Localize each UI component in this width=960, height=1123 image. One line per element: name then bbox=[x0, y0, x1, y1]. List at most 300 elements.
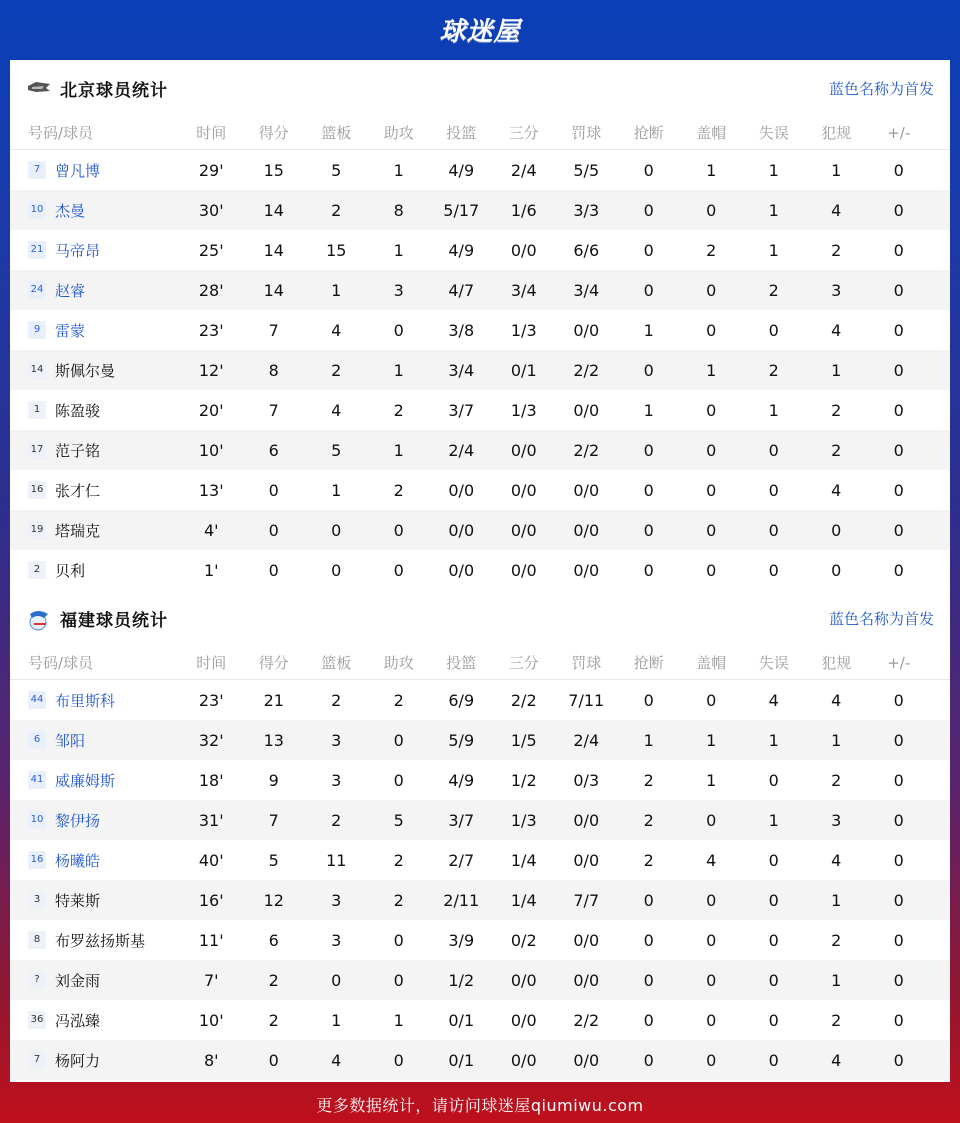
stat-cell: 1 bbox=[831, 890, 842, 910]
stat-cell: 0 bbox=[643, 930, 654, 950]
stat-cell: 0/0 bbox=[510, 240, 537, 260]
stat-cell: 4 bbox=[831, 850, 842, 870]
column-header: 投篮 bbox=[446, 124, 477, 142]
column-header-row bbox=[10, 116, 950, 150]
team-stats-title: 北京球员统计 bbox=[60, 80, 168, 101]
stat-cell: 0 bbox=[331, 970, 342, 990]
column-header: 三分 bbox=[508, 124, 539, 142]
stat-cell: 2 bbox=[643, 770, 654, 790]
player-row[interactable] bbox=[10, 310, 950, 350]
player-row[interactable] bbox=[10, 760, 950, 800]
stat-cell: 8' bbox=[203, 1050, 219, 1070]
stat-cell: 1 bbox=[706, 770, 717, 790]
player-name-link[interactable]: 陈盈骏 bbox=[55, 401, 101, 420]
player-name-link[interactable]: 黎伊扬 bbox=[55, 811, 101, 830]
stat-cell: 5 bbox=[331, 440, 342, 460]
stat-cell: 4 bbox=[831, 1050, 842, 1070]
stat-cell: 0 bbox=[393, 520, 404, 540]
stat-cell: 0/0 bbox=[448, 560, 475, 580]
jersey-number-badge: 6 bbox=[28, 731, 46, 749]
stat-cell: 4 bbox=[831, 690, 842, 710]
player-row[interactable] bbox=[10, 920, 950, 960]
column-header: 抢断 bbox=[633, 654, 664, 672]
stat-cell: 0 bbox=[831, 520, 842, 540]
player-cell bbox=[10, 850, 180, 871]
stat-cell: 4 bbox=[831, 200, 842, 220]
jersey-number-badge: 8 bbox=[28, 931, 46, 949]
column-header: 号码/球员 bbox=[28, 124, 94, 142]
stat-cell: 0 bbox=[893, 930, 904, 950]
column-header: 号码/球员 bbox=[28, 654, 94, 672]
stat-cell: 31' bbox=[198, 810, 224, 830]
stat-cell: 0/0 bbox=[448, 520, 475, 540]
stat-cell: 14 bbox=[263, 200, 284, 220]
player-name-link[interactable]: 马帝昂 bbox=[55, 241, 101, 260]
stat-cell: 6/6 bbox=[573, 240, 600, 260]
jersey-number-badge: 16 bbox=[28, 481, 46, 499]
starter-legend: 蓝色名称为首发 bbox=[828, 79, 934, 98]
stat-cell: 0 bbox=[893, 810, 904, 830]
stat-cell: 4' bbox=[203, 520, 219, 540]
footer-link[interactable]: 更多数据统计，请访问球迷屋qiumiwu.com bbox=[316, 1096, 644, 1115]
stat-cell: 2 bbox=[831, 240, 842, 260]
stat-cell: 0/0 bbox=[510, 1050, 537, 1070]
player-row[interactable] bbox=[10, 1000, 950, 1040]
player-cell bbox=[10, 200, 180, 221]
stat-cell: 1/3 bbox=[510, 320, 537, 340]
stat-cell: 0 bbox=[706, 890, 717, 910]
stat-cell: 1 bbox=[831, 160, 842, 180]
stat-cell: 18' bbox=[198, 770, 224, 790]
player-name-link[interactable]: 斯佩尔曼 bbox=[55, 361, 116, 380]
stat-cell: 0 bbox=[768, 1050, 779, 1070]
stat-cell: 0/1 bbox=[448, 1050, 475, 1070]
column-header: 失误 bbox=[758, 654, 789, 672]
team-title bbox=[26, 76, 168, 101]
player-row[interactable] bbox=[10, 800, 950, 840]
player-row[interactable] bbox=[10, 840, 950, 880]
stat-cell: 0 bbox=[643, 1050, 654, 1070]
jersey-number-badge: 21 bbox=[28, 241, 46, 259]
player-name-link[interactable]: 布罗兹扬斯基 bbox=[55, 931, 146, 950]
stat-cell: 0/0 bbox=[573, 320, 600, 340]
stat-cell: 0 bbox=[643, 200, 654, 220]
stat-cell: 2 bbox=[831, 930, 842, 950]
stat-cell: 0 bbox=[706, 280, 717, 300]
stat-cell: 3 bbox=[331, 930, 342, 950]
player-name-link[interactable]: 刘金雨 bbox=[55, 971, 101, 990]
stat-cell: 12' bbox=[198, 360, 224, 380]
stat-cell: 0 bbox=[393, 1050, 404, 1070]
stat-cell: 2 bbox=[831, 440, 842, 460]
player-row[interactable] bbox=[10, 390, 950, 430]
stat-cell: 23' bbox=[198, 320, 224, 340]
player-row[interactable] bbox=[10, 270, 950, 310]
column-header: 助攻 bbox=[383, 654, 414, 672]
stat-cell: 1/4 bbox=[510, 850, 537, 870]
stat-cell: 2 bbox=[393, 850, 404, 870]
stat-cell: 0 bbox=[893, 280, 904, 300]
top-bar bbox=[0, 0, 960, 58]
stat-cell: 1/2 bbox=[510, 770, 537, 790]
stat-cell: 16' bbox=[198, 890, 224, 910]
jersey-number-badge: 3 bbox=[28, 891, 46, 909]
stat-cell: 0 bbox=[268, 480, 279, 500]
player-row[interactable] bbox=[10, 880, 950, 920]
player-cell bbox=[10, 480, 180, 501]
player-row[interactable] bbox=[10, 510, 950, 550]
stat-cell: 4 bbox=[831, 320, 842, 340]
player-cell bbox=[10, 520, 180, 541]
team-stats-title: 福建球员统计 bbox=[60, 610, 168, 631]
column-header: 得分 bbox=[258, 124, 289, 142]
stat-cell: 0 bbox=[706, 560, 717, 580]
stat-cell: 1' bbox=[203, 560, 219, 580]
stat-cell: 20' bbox=[198, 400, 224, 420]
player-name-link[interactable]: 范子铭 bbox=[55, 441, 101, 460]
jersey-number-badge: 17 bbox=[28, 441, 46, 459]
stat-cell: 11' bbox=[198, 930, 224, 950]
stat-cell: 2 bbox=[268, 1010, 279, 1030]
stat-cell: 21 bbox=[263, 690, 284, 710]
stat-cell: 1 bbox=[393, 440, 404, 460]
stat-cell: 1/5 bbox=[510, 730, 537, 750]
stat-cell: 0 bbox=[643, 280, 654, 300]
stat-cell: 11 bbox=[326, 850, 347, 870]
stat-cell: 2 bbox=[268, 970, 279, 990]
stat-cell: 3/7 bbox=[448, 810, 475, 830]
player-name-link[interactable]: 张才仁 bbox=[55, 481, 101, 500]
stat-cell: 5 bbox=[331, 160, 342, 180]
stat-cell: 5 bbox=[268, 850, 279, 870]
stat-cell: 1 bbox=[331, 1010, 342, 1030]
player-row[interactable] bbox=[10, 470, 950, 510]
stat-cell: 2/4 bbox=[573, 730, 600, 750]
player-row[interactable] bbox=[10, 230, 950, 270]
column-header: 盖帽 bbox=[696, 654, 727, 672]
stat-cell: 4 bbox=[331, 400, 342, 420]
stat-cell: 2 bbox=[393, 400, 404, 420]
stat-cell: 0 bbox=[893, 850, 904, 870]
player-name-link[interactable]: 布里斯科 bbox=[55, 691, 116, 710]
stat-cell: 2 bbox=[768, 360, 779, 380]
stat-cell: 0 bbox=[706, 480, 717, 500]
stat-cell: 0 bbox=[893, 480, 904, 500]
stat-cell: 25' bbox=[198, 240, 224, 260]
stat-cell: 2 bbox=[831, 770, 842, 790]
player-cell bbox=[10, 280, 180, 301]
stat-cell: 0 bbox=[768, 520, 779, 540]
stat-cell: 1 bbox=[393, 1010, 404, 1030]
stat-cell: 0/0 bbox=[573, 480, 600, 500]
player-name-link[interactable]: 雷蒙 bbox=[55, 321, 86, 340]
stat-cell: 0 bbox=[268, 1050, 279, 1070]
stat-cell: 0/3 bbox=[573, 770, 600, 790]
stat-cell: 1 bbox=[831, 970, 842, 990]
stat-cell: 0 bbox=[768, 560, 779, 580]
stat-cell: 0 bbox=[893, 160, 904, 180]
stat-cell: 0/0 bbox=[573, 930, 600, 950]
player-row[interactable] bbox=[10, 350, 950, 390]
player-cell bbox=[10, 160, 180, 181]
stat-cell: 2 bbox=[331, 690, 342, 710]
stat-cell: 1 bbox=[768, 730, 779, 750]
stat-cell: 1 bbox=[331, 480, 342, 500]
player-row[interactable] bbox=[10, 960, 950, 1000]
stat-cell: 2/4 bbox=[510, 160, 537, 180]
stat-cell: 0 bbox=[768, 970, 779, 990]
player-name-link[interactable]: 贝利 bbox=[55, 561, 86, 580]
stat-cell: 0 bbox=[893, 970, 904, 990]
column-header: 三分 bbox=[508, 654, 539, 672]
stat-cell: 0 bbox=[893, 730, 904, 750]
player-cell bbox=[10, 730, 180, 751]
player-name-link[interactable]: 塔瑞克 bbox=[55, 521, 101, 540]
stat-cell: 0 bbox=[893, 560, 904, 580]
stat-cell: 0/0 bbox=[573, 970, 600, 990]
stat-cell: 0 bbox=[893, 1010, 904, 1030]
stat-cell: 3 bbox=[393, 280, 404, 300]
column-header: 犯规 bbox=[821, 654, 852, 672]
player-name-link[interactable]: 冯泓臻 bbox=[55, 1011, 101, 1030]
stat-cell: 0 bbox=[643, 890, 654, 910]
stat-cell: 10' bbox=[198, 440, 224, 460]
column-header: 助攻 bbox=[383, 124, 414, 142]
column-header: 篮板 bbox=[321, 124, 352, 142]
jersey-number-badge: 7 bbox=[28, 1051, 46, 1069]
player-cell bbox=[10, 770, 180, 791]
stat-cell: 4/9 bbox=[448, 160, 475, 180]
stat-cell: 5 bbox=[393, 810, 404, 830]
team-section-fujian bbox=[10, 590, 950, 1080]
stat-cell: 1/3 bbox=[510, 400, 537, 420]
stat-cell: 30' bbox=[198, 200, 224, 220]
jersey-number-badge: 44 bbox=[28, 691, 46, 709]
stat-cell: 28' bbox=[198, 280, 224, 300]
stat-cell: 29' bbox=[198, 160, 224, 180]
stat-cell: 0/2 bbox=[510, 930, 537, 950]
stat-cell: 1 bbox=[706, 160, 717, 180]
stat-cell: 2/2 bbox=[510, 690, 537, 710]
stat-cell: 2/2 bbox=[573, 440, 600, 460]
jersey-number-badge: 2 bbox=[28, 561, 46, 579]
stat-cell: 1 bbox=[831, 360, 842, 380]
player-cell bbox=[10, 970, 180, 991]
stat-cell: 32' bbox=[198, 730, 224, 750]
player-rows bbox=[10, 680, 950, 1080]
stat-cell: 2 bbox=[393, 690, 404, 710]
stat-cell: 0/0 bbox=[510, 970, 537, 990]
stat-cell: 0 bbox=[768, 440, 779, 460]
player-row[interactable] bbox=[10, 430, 950, 470]
stat-cell: 7 bbox=[268, 400, 279, 420]
player-name-link[interactable]: 威廉姆斯 bbox=[55, 771, 116, 790]
player-row[interactable] bbox=[10, 150, 950, 190]
stat-cell: 0 bbox=[643, 440, 654, 460]
stat-cell: 0 bbox=[893, 440, 904, 460]
stat-cell: 0 bbox=[643, 690, 654, 710]
column-header: 抢断 bbox=[633, 124, 664, 142]
stat-cell: 3/4 bbox=[448, 360, 475, 380]
stat-cell: 3 bbox=[331, 890, 342, 910]
stat-cell: 1 bbox=[706, 730, 717, 750]
stat-cell: 4/9 bbox=[448, 770, 475, 790]
player-row[interactable] bbox=[10, 680, 950, 720]
column-header: +/- bbox=[887, 123, 911, 142]
stat-cell: 4 bbox=[706, 850, 717, 870]
column-header-row bbox=[10, 646, 950, 680]
starter-legend: 蓝色名称为首发 bbox=[828, 609, 934, 628]
stat-cell: 1 bbox=[768, 400, 779, 420]
stat-cell: 10' bbox=[198, 1010, 224, 1030]
stat-cell: 2 bbox=[331, 810, 342, 830]
stat-cell: 2/2 bbox=[573, 360, 600, 380]
player-cell bbox=[10, 1010, 180, 1031]
stat-cell: 0/0 bbox=[510, 440, 537, 460]
player-name-link[interactable]: 特莱斯 bbox=[55, 891, 101, 910]
player-rows bbox=[10, 150, 950, 590]
stat-cell: 2/11 bbox=[443, 890, 480, 910]
stat-cell: 0 bbox=[893, 520, 904, 540]
player-cell bbox=[10, 690, 180, 711]
stat-cell: 0 bbox=[706, 1050, 717, 1070]
stat-cell: 0 bbox=[643, 1010, 654, 1030]
player-name-link[interactable]: 赵睿 bbox=[55, 281, 86, 300]
stat-cell: 0 bbox=[393, 320, 404, 340]
stat-cell: 1 bbox=[331, 280, 342, 300]
stat-cell: 0/0 bbox=[573, 520, 600, 540]
stat-cell: 0 bbox=[643, 480, 654, 500]
stat-cell: 1 bbox=[643, 730, 654, 750]
team-title bbox=[26, 606, 168, 631]
stat-cell: 0 bbox=[893, 320, 904, 340]
stat-cell: 0 bbox=[331, 520, 342, 540]
stat-cell: 14 bbox=[263, 240, 284, 260]
stat-cell: 0 bbox=[893, 1050, 904, 1070]
stat-cell: 0 bbox=[331, 560, 342, 580]
stat-cell: 1 bbox=[393, 160, 404, 180]
stat-cell: 1 bbox=[393, 360, 404, 380]
stat-cell: 0/0 bbox=[510, 560, 537, 580]
stat-cell: 0 bbox=[893, 770, 904, 790]
jersey-number-badge: 14 bbox=[28, 361, 46, 379]
jersey-number-badge: 36 bbox=[28, 1011, 46, 1029]
stat-cell: 0 bbox=[893, 360, 904, 380]
jersey-number-badge: 16 bbox=[28, 851, 46, 869]
stat-cell: 0/0 bbox=[573, 400, 600, 420]
stat-cell: 0/0 bbox=[510, 1010, 537, 1030]
stat-cell: 0/0 bbox=[510, 520, 537, 540]
stat-cell: 4 bbox=[768, 690, 779, 710]
stat-cell: 1 bbox=[706, 360, 717, 380]
stat-cell: 0 bbox=[643, 160, 654, 180]
stat-cell: 0/0 bbox=[573, 850, 600, 870]
stat-cell: 3/9 bbox=[448, 930, 475, 950]
stat-cell: 0 bbox=[268, 520, 279, 540]
stat-cell: 23' bbox=[198, 690, 224, 710]
player-name-link[interactable]: 邹阳 bbox=[55, 731, 86, 750]
stat-cell: 0 bbox=[706, 690, 717, 710]
jersey-number-badge: 9 bbox=[28, 321, 46, 339]
jersey-number-badge: 24 bbox=[28, 281, 46, 299]
stat-cell: 0 bbox=[706, 440, 717, 460]
column-header: 犯规 bbox=[821, 124, 852, 142]
player-row[interactable] bbox=[10, 190, 950, 230]
column-header: 盖帽 bbox=[696, 124, 727, 142]
stat-cell: 6 bbox=[268, 440, 279, 460]
player-name-link[interactable]: 曾凡博 bbox=[55, 161, 101, 180]
jersey-number-badge: 1 bbox=[28, 401, 46, 419]
stat-cell: 0 bbox=[268, 560, 279, 580]
stat-cell: 1 bbox=[768, 240, 779, 260]
stat-cell: 3 bbox=[331, 770, 342, 790]
stat-cell: 2 bbox=[768, 280, 779, 300]
column-header: 得分 bbox=[258, 654, 289, 672]
stat-cell: 5/5 bbox=[573, 160, 600, 180]
stat-cell: 4/7 bbox=[448, 280, 475, 300]
player-cell bbox=[10, 810, 180, 831]
stat-cell: 1 bbox=[831, 730, 842, 750]
stat-cell: 14 bbox=[263, 280, 284, 300]
stat-cell: 3 bbox=[831, 280, 842, 300]
stat-cell: 8 bbox=[268, 360, 279, 380]
stat-cell: 0 bbox=[831, 560, 842, 580]
jersey-number-badge: 19 bbox=[28, 521, 46, 539]
jersey-number-badge: 10 bbox=[28, 201, 46, 219]
player-row[interactable] bbox=[10, 720, 950, 760]
player-cell bbox=[10, 360, 180, 381]
player-row[interactable] bbox=[10, 1040, 950, 1080]
player-row[interactable] bbox=[10, 550, 950, 590]
stat-cell: 0/0 bbox=[510, 480, 537, 500]
stat-cell: 1 bbox=[393, 240, 404, 260]
stat-cell: 7 bbox=[268, 810, 279, 830]
stat-cell: 4 bbox=[331, 320, 342, 340]
stat-cell: 1 bbox=[643, 320, 654, 340]
jersey-number-badge: ? bbox=[28, 971, 46, 989]
player-name-link[interactable]: 杨曦皓 bbox=[55, 851, 101, 870]
player-cell bbox=[10, 320, 180, 341]
column-header: +/- bbox=[887, 653, 911, 672]
stat-cell: 2 bbox=[643, 810, 654, 830]
stat-cell: 1 bbox=[768, 200, 779, 220]
stat-cell: 0/0 bbox=[573, 1050, 600, 1070]
stat-cell: 0 bbox=[393, 730, 404, 750]
column-header: 罚球 bbox=[571, 124, 602, 142]
player-cell bbox=[10, 440, 180, 461]
player-cell bbox=[10, 890, 180, 911]
stat-cell: 0 bbox=[706, 200, 717, 220]
stat-cell: 0 bbox=[768, 770, 779, 790]
stat-cell: 3/3 bbox=[573, 200, 600, 220]
stat-cell: 0 bbox=[706, 320, 717, 340]
site-logo[interactable]: 球迷屋 bbox=[439, 16, 521, 47]
team-section-beijing bbox=[10, 60, 950, 590]
stat-cell: 0 bbox=[893, 890, 904, 910]
stat-cell: 0 bbox=[893, 400, 904, 420]
player-name-link[interactable]: 杰曼 bbox=[55, 201, 86, 220]
stat-cell: 40' bbox=[198, 850, 224, 870]
stat-cell: 0 bbox=[768, 1010, 779, 1030]
stat-cell: 6 bbox=[268, 930, 279, 950]
jersey-number-badge: 10 bbox=[28, 811, 46, 829]
player-cell bbox=[10, 930, 180, 951]
stat-cell: 5/17 bbox=[443, 200, 480, 220]
stat-cell: 7/11 bbox=[568, 690, 605, 710]
stat-cell: 3/7 bbox=[448, 400, 475, 420]
column-header: 罚球 bbox=[571, 654, 602, 672]
player-name-link[interactable]: 杨阿力 bbox=[55, 1051, 101, 1070]
